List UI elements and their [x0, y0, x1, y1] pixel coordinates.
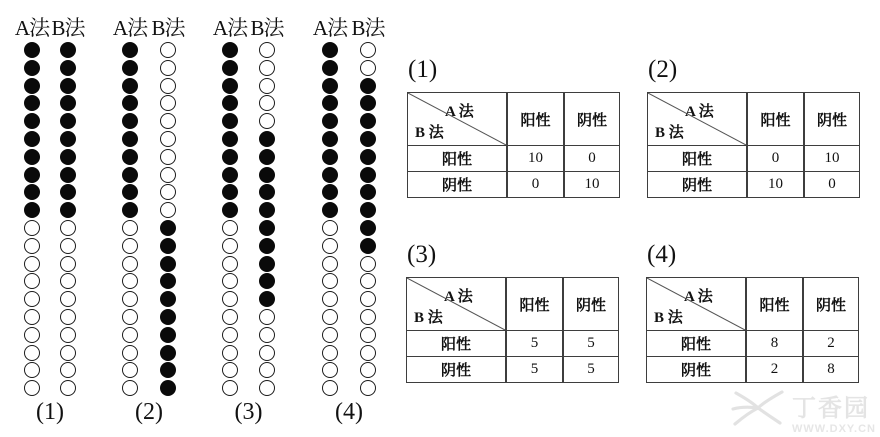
empty-dot	[24, 345, 40, 361]
row-header-cell: 阳性	[407, 330, 505, 356]
filled-dot	[60, 78, 76, 94]
filled-dot	[360, 167, 376, 183]
dot-group-label: (2)	[135, 399, 163, 425]
empty-dot	[160, 95, 176, 111]
empty-dot	[24, 362, 40, 378]
contingency-table-2	[647, 92, 860, 198]
filled-dot	[160, 220, 176, 236]
filled-dot	[222, 167, 238, 183]
watermark-site-name: 丁香园	[792, 396, 871, 422]
value-cell: 10	[746, 171, 803, 197]
value-cell: 0	[746, 145, 803, 171]
corner-label-b: B 法	[415, 125, 444, 141]
empty-dot	[259, 327, 275, 343]
filled-dot	[60, 202, 76, 218]
diagonal-header-cell	[407, 278, 505, 330]
column-header-a: A法	[112, 16, 148, 40]
empty-dot	[122, 327, 138, 343]
empty-dot	[222, 291, 238, 307]
filled-dot	[322, 149, 338, 165]
table-label: (2)	[648, 56, 678, 83]
filled-dot	[360, 95, 376, 111]
filled-dot	[160, 380, 176, 396]
empty-dot	[322, 345, 338, 361]
filled-dot	[24, 60, 40, 76]
column-header-b: B法	[250, 16, 284, 40]
column-header-cell: 阴性	[803, 93, 859, 145]
filled-dot	[122, 167, 138, 183]
row-header-cell: 阴性	[647, 356, 745, 382]
empty-dot	[360, 380, 376, 396]
empty-dot	[360, 309, 376, 325]
empty-dot	[24, 380, 40, 396]
corner-label-a: A 法	[685, 104, 714, 120]
column-header-a: A法	[14, 16, 50, 40]
corner-label-b: B 法	[414, 310, 443, 326]
dot-column-a-group2	[122, 42, 138, 398]
filled-dot	[259, 131, 275, 147]
dot-column-b-group3	[259, 42, 275, 398]
empty-dot	[222, 220, 238, 236]
diagonal-header-cell	[648, 93, 746, 145]
empty-dot	[259, 309, 275, 325]
contingency-table-4	[646, 277, 859, 383]
filled-dot	[222, 149, 238, 165]
value-cell: 0	[803, 171, 859, 197]
empty-dot	[259, 362, 275, 378]
value-cell: 2	[802, 330, 858, 356]
row-header-cell: 阳性	[408, 145, 506, 171]
empty-dot	[322, 220, 338, 236]
filled-dot	[259, 256, 275, 272]
filled-dot	[60, 95, 76, 111]
filled-dot	[24, 78, 40, 94]
column-header-a: A法	[312, 16, 348, 40]
watermark-text	[792, 388, 876, 435]
filled-dot	[60, 42, 76, 58]
empty-dot	[122, 273, 138, 289]
value-cell: 10	[803, 145, 859, 171]
filled-dot	[259, 167, 275, 183]
filled-dot	[60, 131, 76, 147]
filled-dot	[122, 202, 138, 218]
column-header-b: B法	[351, 16, 385, 40]
empty-dot	[122, 238, 138, 254]
table-label: (3)	[407, 241, 437, 268]
value-cell: 0	[506, 171, 563, 197]
empty-dot	[322, 362, 338, 378]
filled-dot	[259, 184, 275, 200]
table-label: (4)	[647, 241, 677, 268]
empty-dot	[160, 78, 176, 94]
filled-dot	[160, 309, 176, 325]
filled-dot	[222, 78, 238, 94]
filled-dot	[259, 291, 275, 307]
column-header-cell: 阳性	[745, 278, 802, 330]
empty-dot	[60, 291, 76, 307]
empty-dot	[259, 113, 275, 129]
filled-dot	[24, 149, 40, 165]
empty-dot	[122, 309, 138, 325]
empty-dot	[259, 60, 275, 76]
filled-dot	[222, 202, 238, 218]
empty-dot	[60, 345, 76, 361]
column-header-cell: 阴性	[802, 278, 858, 330]
empty-dot	[222, 380, 238, 396]
filled-dot	[360, 131, 376, 147]
filled-dot	[122, 95, 138, 111]
empty-dot	[24, 256, 40, 272]
filled-dot	[160, 291, 176, 307]
filled-dot	[122, 113, 138, 129]
column-header-cell: 阳性	[506, 93, 563, 145]
filled-dot	[122, 60, 138, 76]
dot-column-b-group4	[360, 42, 376, 398]
filled-dot	[122, 42, 138, 58]
dot-group-label: (3)	[234, 399, 263, 425]
empty-dot	[322, 273, 338, 289]
filled-dot	[360, 220, 376, 236]
filled-dot	[322, 184, 338, 200]
filled-dot	[360, 78, 376, 94]
dot-column-b-group2	[160, 42, 176, 398]
empty-dot	[360, 362, 376, 378]
filled-dot	[122, 78, 138, 94]
empty-dot	[122, 256, 138, 272]
value-cell: 10	[563, 171, 619, 197]
empty-dot	[60, 256, 76, 272]
contingency-table-3	[406, 277, 619, 383]
empty-dot	[122, 345, 138, 361]
filled-dot	[322, 113, 338, 129]
empty-dot	[322, 238, 338, 254]
diagonal-header-cell	[408, 93, 506, 145]
filled-dot	[60, 149, 76, 165]
column-header-cell: 阴性	[563, 93, 619, 145]
filled-dot	[160, 362, 176, 378]
empty-dot	[222, 345, 238, 361]
filled-dot	[222, 131, 238, 147]
dot-column-a-group1	[24, 42, 40, 398]
filled-dot	[259, 220, 275, 236]
row-header-cell: 阳性	[647, 330, 745, 356]
empty-dot	[360, 42, 376, 58]
filled-dot	[360, 202, 376, 218]
dot-group-label: (4)	[335, 399, 363, 425]
empty-dot	[160, 149, 176, 165]
empty-dot	[222, 238, 238, 254]
column-header-cell: 阳性	[746, 93, 803, 145]
row-header-cell: 阴性	[408, 171, 506, 197]
empty-dot	[122, 220, 138, 236]
empty-dot	[259, 380, 275, 396]
empty-dot	[24, 220, 40, 236]
row-header-cell: 阴性	[407, 356, 505, 382]
empty-dot	[24, 291, 40, 307]
filled-dot	[360, 184, 376, 200]
row-header-cell: 阳性	[648, 145, 746, 171]
corner-label-b: B 法	[655, 125, 684, 141]
row-header-cell: 阴性	[648, 171, 746, 197]
filled-dot	[259, 149, 275, 165]
dot-column-b-group1	[60, 42, 76, 398]
empty-dot	[360, 60, 376, 76]
empty-dot	[60, 309, 76, 325]
value-cell: 5	[562, 330, 618, 356]
filled-dot	[222, 184, 238, 200]
dot-column-a-group3	[222, 42, 238, 398]
filled-dot	[322, 78, 338, 94]
empty-dot	[24, 273, 40, 289]
filled-dot	[122, 149, 138, 165]
empty-dot	[160, 167, 176, 183]
filled-dot	[24, 184, 40, 200]
empty-dot	[259, 345, 275, 361]
filled-dot	[259, 273, 275, 289]
dot-column-a-group4	[322, 42, 338, 398]
filled-dot	[60, 167, 76, 183]
empty-dot	[160, 131, 176, 147]
empty-dot	[160, 113, 176, 129]
corner-label-a: A 法	[445, 104, 474, 120]
dot-group-label: (1)	[36, 399, 64, 425]
empty-dot	[122, 291, 138, 307]
empty-dot	[222, 309, 238, 325]
empty-dot	[222, 327, 238, 343]
corner-label-b: B 法	[654, 310, 683, 326]
filled-dot	[60, 184, 76, 200]
filled-dot	[322, 60, 338, 76]
filled-dot	[122, 131, 138, 147]
filled-dot	[322, 95, 338, 111]
empty-dot	[360, 345, 376, 361]
filled-dot	[322, 167, 338, 183]
column-header-cell: 阳性	[505, 278, 562, 330]
filled-dot	[360, 238, 376, 254]
filled-dot	[222, 95, 238, 111]
empty-dot	[160, 184, 176, 200]
empty-dot	[360, 291, 376, 307]
empty-dot	[60, 238, 76, 254]
column-header-cell: 阴性	[562, 278, 618, 330]
empty-dot	[60, 220, 76, 236]
value-cell: 10	[506, 145, 563, 171]
empty-dot	[24, 327, 40, 343]
filled-dot	[24, 95, 40, 111]
filled-dot	[122, 184, 138, 200]
filled-dot	[24, 42, 40, 58]
filled-dot	[259, 238, 275, 254]
empty-dot	[60, 273, 76, 289]
empty-dot	[24, 238, 40, 254]
filled-dot	[222, 113, 238, 129]
empty-dot	[160, 202, 176, 218]
filled-dot	[222, 42, 238, 58]
table-label: (1)	[408, 56, 438, 83]
empty-dot	[160, 42, 176, 58]
filled-dot	[24, 131, 40, 147]
filled-dot	[160, 273, 176, 289]
empty-dot	[160, 60, 176, 76]
empty-dot	[322, 380, 338, 396]
diagonal-header-cell	[647, 278, 745, 330]
filled-dot	[322, 131, 338, 147]
value-cell: 8	[802, 356, 858, 382]
contingency-table-1	[407, 92, 620, 198]
filled-dot	[259, 202, 275, 218]
value-cell: 2	[745, 356, 802, 382]
filled-dot	[322, 202, 338, 218]
empty-dot	[360, 256, 376, 272]
empty-dot	[60, 380, 76, 396]
column-header-b: B法	[51, 16, 85, 40]
filled-dot	[60, 113, 76, 129]
empty-dot	[222, 273, 238, 289]
empty-dot	[360, 273, 376, 289]
empty-dot	[60, 327, 76, 343]
empty-dot	[122, 362, 138, 378]
filled-dot	[24, 113, 40, 129]
watermark-site-url: WWW.DXY.CN	[792, 423, 876, 435]
empty-dot	[259, 78, 275, 94]
value-cell: 0	[563, 145, 619, 171]
filled-dot	[160, 345, 176, 361]
empty-dot	[322, 256, 338, 272]
empty-dot	[322, 291, 338, 307]
empty-dot	[24, 309, 40, 325]
value-cell: 5	[505, 330, 562, 356]
empty-dot	[360, 327, 376, 343]
corner-label-a: A 法	[444, 289, 473, 305]
filled-dot	[60, 60, 76, 76]
filled-dot	[160, 256, 176, 272]
filled-dot	[160, 238, 176, 254]
empty-dot	[259, 42, 275, 58]
filled-dot	[360, 113, 376, 129]
filled-dot	[24, 202, 40, 218]
empty-dot	[259, 95, 275, 111]
filled-dot	[360, 149, 376, 165]
empty-dot	[60, 362, 76, 378]
value-cell: 5	[562, 356, 618, 382]
value-cell: 8	[745, 330, 802, 356]
corner-label-a: A 法	[684, 289, 713, 305]
empty-dot	[222, 362, 238, 378]
column-header-a: A法	[212, 16, 248, 40]
filled-dot	[24, 167, 40, 183]
filled-dot	[322, 42, 338, 58]
empty-dot	[122, 380, 138, 396]
dxy-logo-icon	[730, 388, 788, 428]
watermark	[730, 388, 876, 435]
filled-dot	[222, 60, 238, 76]
filled-dot	[160, 327, 176, 343]
value-cell: 5	[505, 356, 562, 382]
column-header-b: B法	[151, 16, 185, 40]
empty-dot	[222, 256, 238, 272]
empty-dot	[322, 309, 338, 325]
empty-dot	[322, 327, 338, 343]
